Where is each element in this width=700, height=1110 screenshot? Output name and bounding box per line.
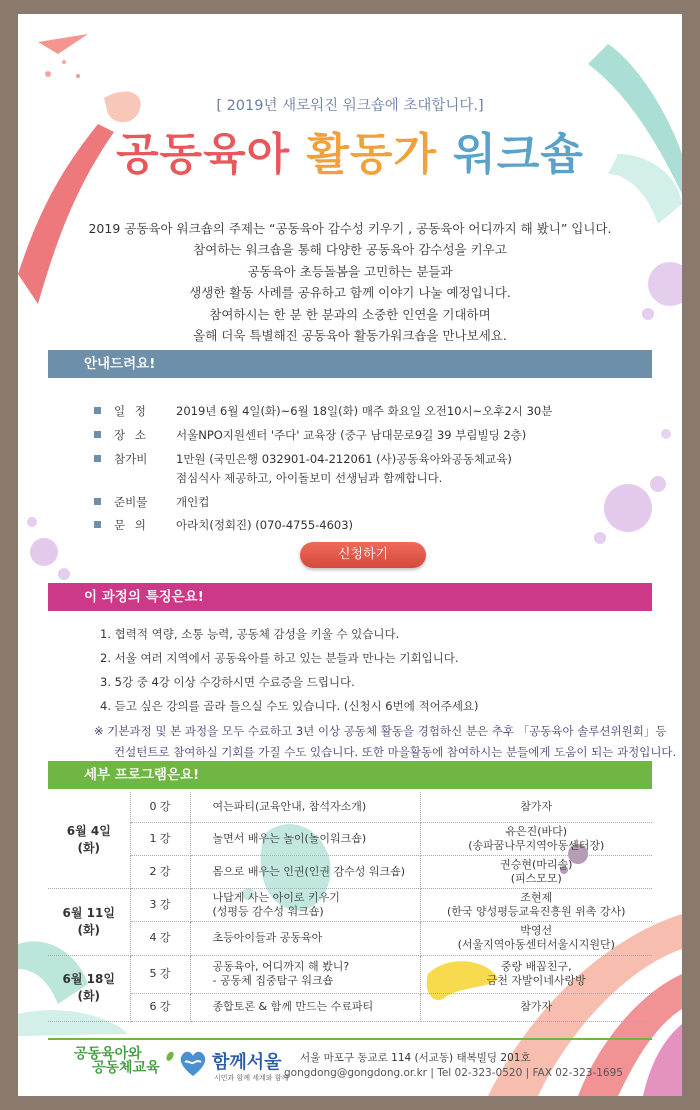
day-cell	[48, 955, 130, 1021]
day-cell	[48, 888, 130, 955]
logo-line-2: 공동체교육	[92, 1060, 160, 1076]
speaker-name: 권승현(마리솔)	[500, 857, 573, 871]
bullet-square-icon	[94, 455, 101, 462]
program-section-heading: 세부 프로그램은요!	[48, 761, 652, 789]
program-title: 공동육아, 어디까지 해 봤니?	[212, 960, 350, 973]
table-row	[48, 792, 652, 822]
program-title: 몸으로 배우는 인권(인권 감수성 워크숍)	[212, 864, 406, 878]
bullet-square-icon	[94, 521, 101, 528]
info-value: 서울NPO지원센터 '주다' 교육장 (중구 남대문로9길 39 부림빌딩 2층)	[176, 428, 527, 442]
info-section-heading: 안내드려요!	[48, 350, 652, 378]
feature-note: ※ 기본과정 및 본 과정을 모두 수료하고 3년 이상 공동체 활동을 경험하신 분은 추후 「공동육아 솔루션위원회」등	[94, 724, 667, 738]
poster	[18, 14, 682, 1096]
program-title: 놀면서 배우는 놀이(놀이워크숍)	[212, 831, 367, 845]
title-part-2: 활동가	[306, 129, 437, 180]
features-section-heading: 이 과정의 특징은요!	[48, 583, 652, 611]
program-cell	[190, 993, 420, 1021]
program-cell	[190, 955, 420, 993]
speaker-cell	[420, 855, 652, 888]
intro-line: 참여하는 워크숍을 통해 다양한 공동육아 감수성을 키우고	[193, 242, 507, 258]
speaker-cell	[420, 955, 652, 993]
intro-line: 생생한 활동 사례를 공유하고 함께 이야기 나눌 예정입니다.	[189, 285, 511, 301]
program-title: 나답게 사는 아이로 키우기	[212, 890, 340, 904]
day-weekday: (화)	[77, 922, 101, 937]
speaker-org: (피스모모)	[510, 871, 562, 885]
feature-item: 2. 서울 여러 지역에서 공동육아를 하고 있는 분들과 만나는 기회입니다.	[100, 651, 459, 665]
speaker-name: 유은진(바다)	[505, 824, 568, 838]
info-value: 아라치(정회진) (070-4755-4603)	[176, 518, 354, 532]
program-cell	[190, 921, 420, 955]
speaker-name: 조현제	[520, 890, 553, 904]
seoul-together-text: 함께서울	[212, 1052, 282, 1073]
title-part-3: 워크숍	[453, 129, 584, 180]
speaker-org: 금천 자발이네사랑방	[486, 974, 586, 987]
day-date: 6월 18일	[62, 972, 115, 986]
speaker-name: 참가자	[520, 799, 553, 813]
speaker-name: 박영선	[520, 924, 553, 937]
info-label: 일 정	[114, 404, 149, 418]
program-cell	[190, 822, 420, 855]
session-cell: 0 강	[130, 792, 190, 822]
seoul-together-logo	[176, 1048, 289, 1082]
intro-text	[58, 218, 642, 346]
intro-line: 2019 공동육아 워크숍의 주제는 “공동육아 감수성 키우기 , 공동육아 어디까지 해 봤니” 입니다.	[88, 221, 612, 236]
day-date: 6월 4일	[66, 823, 111, 838]
table-row	[48, 955, 652, 993]
table-row	[48, 993, 652, 1021]
program-title: 초등아이들과 공동육아	[212, 931, 323, 944]
gongdong-logo	[74, 1047, 160, 1075]
table-row	[48, 921, 652, 955]
program-subtitle: - 공동체 집중탐구 워크숍	[212, 974, 334, 987]
info-value: 점심식사 제공하고, 아이돌보미 선생님과 함께합니다.	[176, 471, 443, 485]
session-cell: 2 강	[130, 855, 190, 888]
info-label: 문 의	[114, 518, 149, 532]
footer-divider	[48, 1038, 652, 1040]
intro-line: 올해 더욱 특별해진 공동육아 활동가워크숍을 만나보세요.	[193, 328, 507, 344]
logo-line-1: 공동육아와	[74, 1046, 142, 1062]
footer-contact: gongdong@gongdong.or.kr | Tel 02-323-0520 | FAX 02-323-1695	[284, 1067, 623, 1079]
info-value: 1만원 (국민은행 032901-04-212061 (사)공동육아와공동체교육)	[176, 452, 512, 466]
info-value: 2019년 6월 4일(화)~6월 18일(화) 매주 화요일 오전10시~오후2시 30분	[176, 404, 553, 418]
speaker-cell	[420, 921, 652, 955]
bullet-square-icon	[94, 407, 101, 414]
leaf-icon	[162, 1051, 176, 1065]
session-cell: 3 강	[130, 888, 190, 921]
program-cell	[190, 888, 420, 921]
speaker-name: 참가자	[520, 1000, 553, 1013]
program-cell	[190, 855, 420, 888]
speaker-cell	[420, 888, 652, 921]
speaker-cell	[420, 822, 652, 855]
info-label: 참가비	[114, 452, 148, 466]
session-cell: 5 강	[130, 955, 190, 993]
program-table	[48, 792, 652, 1022]
table-row	[48, 822, 652, 855]
program-title: 여는파티(교육안내, 참석자소개)	[212, 799, 367, 813]
feature-item: 3. 5강 중 4강 이상 수강하시면 수료증을 드립니다.	[100, 675, 355, 689]
day-weekday: (화)	[77, 840, 101, 855]
table-row	[48, 888, 652, 921]
title-part-1: 공동육아	[116, 129, 291, 180]
apply-button[interactable]: 신청하기	[300, 542, 426, 568]
speaker-org: (서울지역아동센터서울시지원단)	[457, 938, 615, 951]
speaker-org: (한국 양성평등교육진흥원 위촉 강사)	[447, 904, 626, 918]
page-title	[18, 118, 682, 182]
speaker-org: (송파꿈나무지역아동센터장)	[468, 838, 605, 852]
feature-note: 컨설턴트로 참여하실 기회를 가질 수도 있습니다. 또한 마을활동에 참여하시는 분들에게 도움이 되는 과정입니다.	[114, 745, 677, 759]
seoul-together-slogan: 시민과 함께 세계와 함께	[214, 1074, 289, 1082]
bullet-square-icon	[94, 498, 101, 505]
speaker-name: 중랑 배꼽친구,	[500, 960, 572, 973]
program-title: 종합토론 & 함께 만드는 수료파티	[212, 1000, 374, 1013]
feature-item: 4. 듣고 싶은 강의를 골라 들으실 수도 있습니다. (신청시 6번에 적어주세요)	[100, 699, 479, 713]
hands-heart-icon	[176, 1048, 210, 1078]
session-cell: 4 강	[130, 921, 190, 955]
day-cell	[48, 792, 130, 888]
bullet-square-icon	[94, 431, 101, 438]
session-cell: 1 강	[130, 822, 190, 855]
day-weekday: (화)	[77, 989, 101, 1003]
intro-line: 참여하시는 한 분 한 분과의 소중한 인연을 기대하며	[209, 306, 491, 322]
day-date: 6월 11일	[62, 905, 115, 920]
speaker-cell	[420, 792, 652, 822]
info-label: 장 소	[114, 428, 149, 442]
speaker-cell	[420, 993, 652, 1021]
info-label: 준비물	[114, 495, 148, 509]
feature-item: 1. 협력적 역량, 소통 능력, 공동체 감성을 키울 수 있습니다.	[100, 627, 400, 641]
program-subtitle: (성평등 감수성 워크숍)	[212, 904, 324, 918]
footer-address: 서울 마포구 동교로 114 (서교동) 태복빌딩 201호	[300, 1052, 531, 1064]
table-row	[48, 855, 652, 888]
info-value: 개인컵	[176, 495, 210, 509]
invitation-subtitle: [ 2019년 새로워진 워크숍에 초대합니다.]	[216, 98, 484, 114]
session-cell: 6 강	[130, 993, 190, 1021]
program-cell	[190, 792, 420, 822]
intro-line: 공동육아 초등돌봄을 고민하는 분들과	[247, 263, 453, 279]
